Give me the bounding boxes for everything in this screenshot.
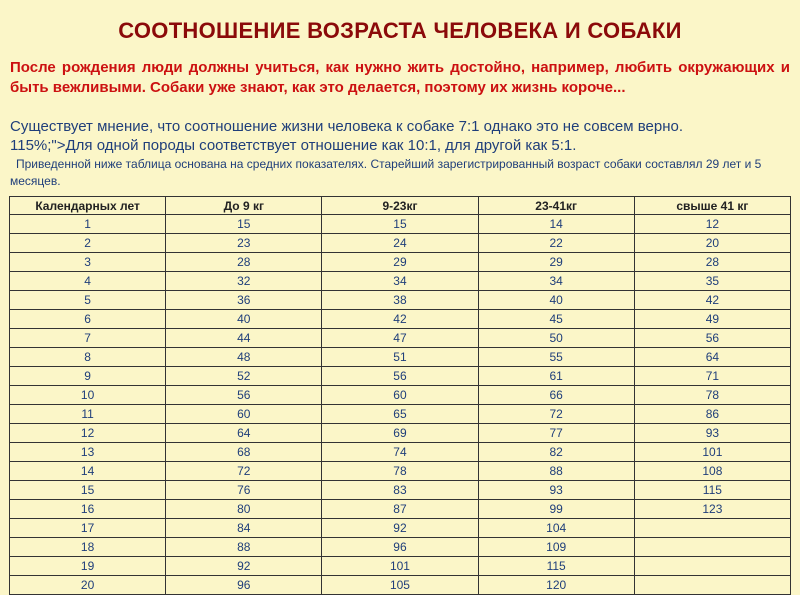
- table-cell: 40: [166, 310, 322, 329]
- table-cell: 28: [166, 253, 322, 272]
- intro-text: После рождения люди должны учиться, как нужно жить достойно, например, любить окружающих и быть вежливыми. Собаки уже знают, как это делается, поэтому их жизнь короче...: [10, 59, 790, 96]
- table-cell: 18: [10, 538, 166, 557]
- table-row: [10, 462, 791, 481]
- table-cell: 69: [322, 424, 478, 443]
- table-cell: 104: [478, 519, 634, 538]
- table-cell: 15: [322, 215, 478, 234]
- table-cell: 28: [634, 253, 790, 272]
- table-cell: 10: [10, 386, 166, 405]
- table-row: [10, 424, 791, 443]
- table-cell: 60: [322, 386, 478, 405]
- table-cell: 74: [322, 443, 478, 462]
- note-small: Приведенной ниже таблица основана на средних показателях. Старейший зарегистрированный возраст собаки составлял 29 лет и 5 месяцев.: [10, 157, 762, 188]
- header-up-to-9kg: До 9 кг: [166, 197, 322, 215]
- page-title: СООТНОШЕНИЕ ВОЗРАСТА ЧЕЛОВЕКА И СОБАКИ: [118, 18, 682, 43]
- table-cell: [634, 519, 790, 538]
- table-cell: 14: [10, 462, 166, 481]
- table-cell: 15: [166, 215, 322, 234]
- table-cell: 72: [478, 405, 634, 424]
- table-cell: 1: [10, 215, 166, 234]
- table-row: [10, 234, 791, 253]
- table-cell: 64: [166, 424, 322, 443]
- table-body: [10, 215, 791, 595]
- table-cell: 71: [634, 367, 790, 386]
- header-9-23kg: 9-23кг: [322, 197, 478, 215]
- table-cell: 92: [166, 557, 322, 576]
- table-cell: 96: [166, 576, 322, 595]
- table-row: [10, 519, 791, 538]
- table-row: [10, 481, 791, 500]
- table-cell: 34: [478, 272, 634, 291]
- table-cell: 78: [322, 462, 478, 481]
- table-row: [10, 215, 791, 234]
- table-cell: 109: [478, 538, 634, 557]
- table-cell: 72: [166, 462, 322, 481]
- table-cell: 80: [166, 500, 322, 519]
- table-cell: 9: [10, 367, 166, 386]
- table-cell: 77: [478, 424, 634, 443]
- table-cell: 29: [478, 253, 634, 272]
- table-cell: 24: [322, 234, 478, 253]
- table-row: [10, 310, 791, 329]
- table-row: [10, 405, 791, 424]
- table-cell: 5: [10, 291, 166, 310]
- table-cell: 15: [10, 481, 166, 500]
- table-cell: 2: [10, 234, 166, 253]
- table-cell: 49: [634, 310, 790, 329]
- table-cell: 65: [322, 405, 478, 424]
- table-cell: [634, 538, 790, 557]
- table-row: [10, 272, 791, 291]
- table-cell: 105: [322, 576, 478, 595]
- table-cell: 84: [166, 519, 322, 538]
- header-over-41kg: свыше 41 кг: [634, 197, 790, 215]
- table-cell: 76: [166, 481, 322, 500]
- table-cell: 48: [166, 348, 322, 367]
- note-line-1: Существует мнение, что соотношение жизни человека к собаке 7:1 однако это не совсем верно.: [10, 118, 683, 135]
- table-cell: 66: [478, 386, 634, 405]
- table-cell: 52: [166, 367, 322, 386]
- table-cell: 40: [478, 291, 634, 310]
- table-cell: 7: [10, 329, 166, 348]
- age-table: [9, 196, 791, 595]
- table-cell: 82: [478, 443, 634, 462]
- table-cell: 55: [478, 348, 634, 367]
- header-years: Календарных лет: [10, 197, 166, 215]
- table-cell: 123: [634, 500, 790, 519]
- table-cell: 20: [634, 234, 790, 253]
- table-cell: [634, 557, 790, 576]
- table-cell: 93: [478, 481, 634, 500]
- table-row: [10, 291, 791, 310]
- table-cell: 115: [634, 481, 790, 500]
- table-cell: 120: [478, 576, 634, 595]
- table-row: [10, 367, 791, 386]
- table-cell: 32: [166, 272, 322, 291]
- table-cell: 45: [478, 310, 634, 329]
- table-row: [10, 386, 791, 405]
- table-cell: 56: [166, 386, 322, 405]
- header-23-41kg: 23-41кг: [478, 197, 634, 215]
- table-cell: 88: [166, 538, 322, 557]
- table-cell: 29: [322, 253, 478, 272]
- table-row: [10, 443, 791, 462]
- table-cell: 56: [634, 329, 790, 348]
- table-cell: 42: [634, 291, 790, 310]
- table-row: [10, 557, 791, 576]
- table-cell: 34: [322, 272, 478, 291]
- table-header-row: [10, 197, 791, 215]
- note-small-text: [10, 156, 790, 190]
- table-cell: 96: [322, 538, 478, 557]
- table-cell: 101: [322, 557, 478, 576]
- table-row: [10, 329, 791, 348]
- table-cell: 61: [478, 367, 634, 386]
- table-cell: 42: [322, 310, 478, 329]
- note-text: [10, 117, 790, 155]
- table-cell: 60: [166, 405, 322, 424]
- note-line-2: 115%;">Для одной породы соответствует отношение как 10:1, для другой как 5:1.: [10, 137, 577, 154]
- table-cell: 6: [10, 310, 166, 329]
- table-cell: 78: [634, 386, 790, 405]
- table-cell: 13: [10, 443, 166, 462]
- table-cell: 14: [478, 215, 634, 234]
- table-cell: 86: [634, 405, 790, 424]
- table-cell: 44: [166, 329, 322, 348]
- table-cell: 47: [322, 329, 478, 348]
- table-cell: 23: [166, 234, 322, 253]
- table-cell: 115: [478, 557, 634, 576]
- table-cell: 4: [10, 272, 166, 291]
- table-cell: 68: [166, 443, 322, 462]
- table-cell: 17: [10, 519, 166, 538]
- table-cell: 56: [322, 367, 478, 386]
- table-cell: 22: [478, 234, 634, 253]
- table-cell: 51: [322, 348, 478, 367]
- table-cell: 101: [634, 443, 790, 462]
- table-cell: 11: [10, 405, 166, 424]
- table-row: [10, 348, 791, 367]
- table-cell: 83: [322, 481, 478, 500]
- table-cell: 108: [634, 462, 790, 481]
- table-cell: 99: [478, 500, 634, 519]
- table-row: [10, 253, 791, 272]
- table-cell: 19: [10, 557, 166, 576]
- table-cell: 64: [634, 348, 790, 367]
- table-cell: 12: [10, 424, 166, 443]
- table-cell: 93: [634, 424, 790, 443]
- table-cell: 38: [322, 291, 478, 310]
- table-row: [10, 538, 791, 557]
- table-cell: 35: [634, 272, 790, 291]
- table-cell: 36: [166, 291, 322, 310]
- table-cell: 16: [10, 500, 166, 519]
- table-cell: 8: [10, 348, 166, 367]
- table-cell: 92: [322, 519, 478, 538]
- table-cell: 20: [10, 576, 166, 595]
- table-cell: 88: [478, 462, 634, 481]
- table-cell: 87: [322, 500, 478, 519]
- table-cell: 12: [634, 215, 790, 234]
- table-cell: 50: [478, 329, 634, 348]
- table-row: [10, 500, 791, 519]
- table-cell: 3: [10, 253, 166, 272]
